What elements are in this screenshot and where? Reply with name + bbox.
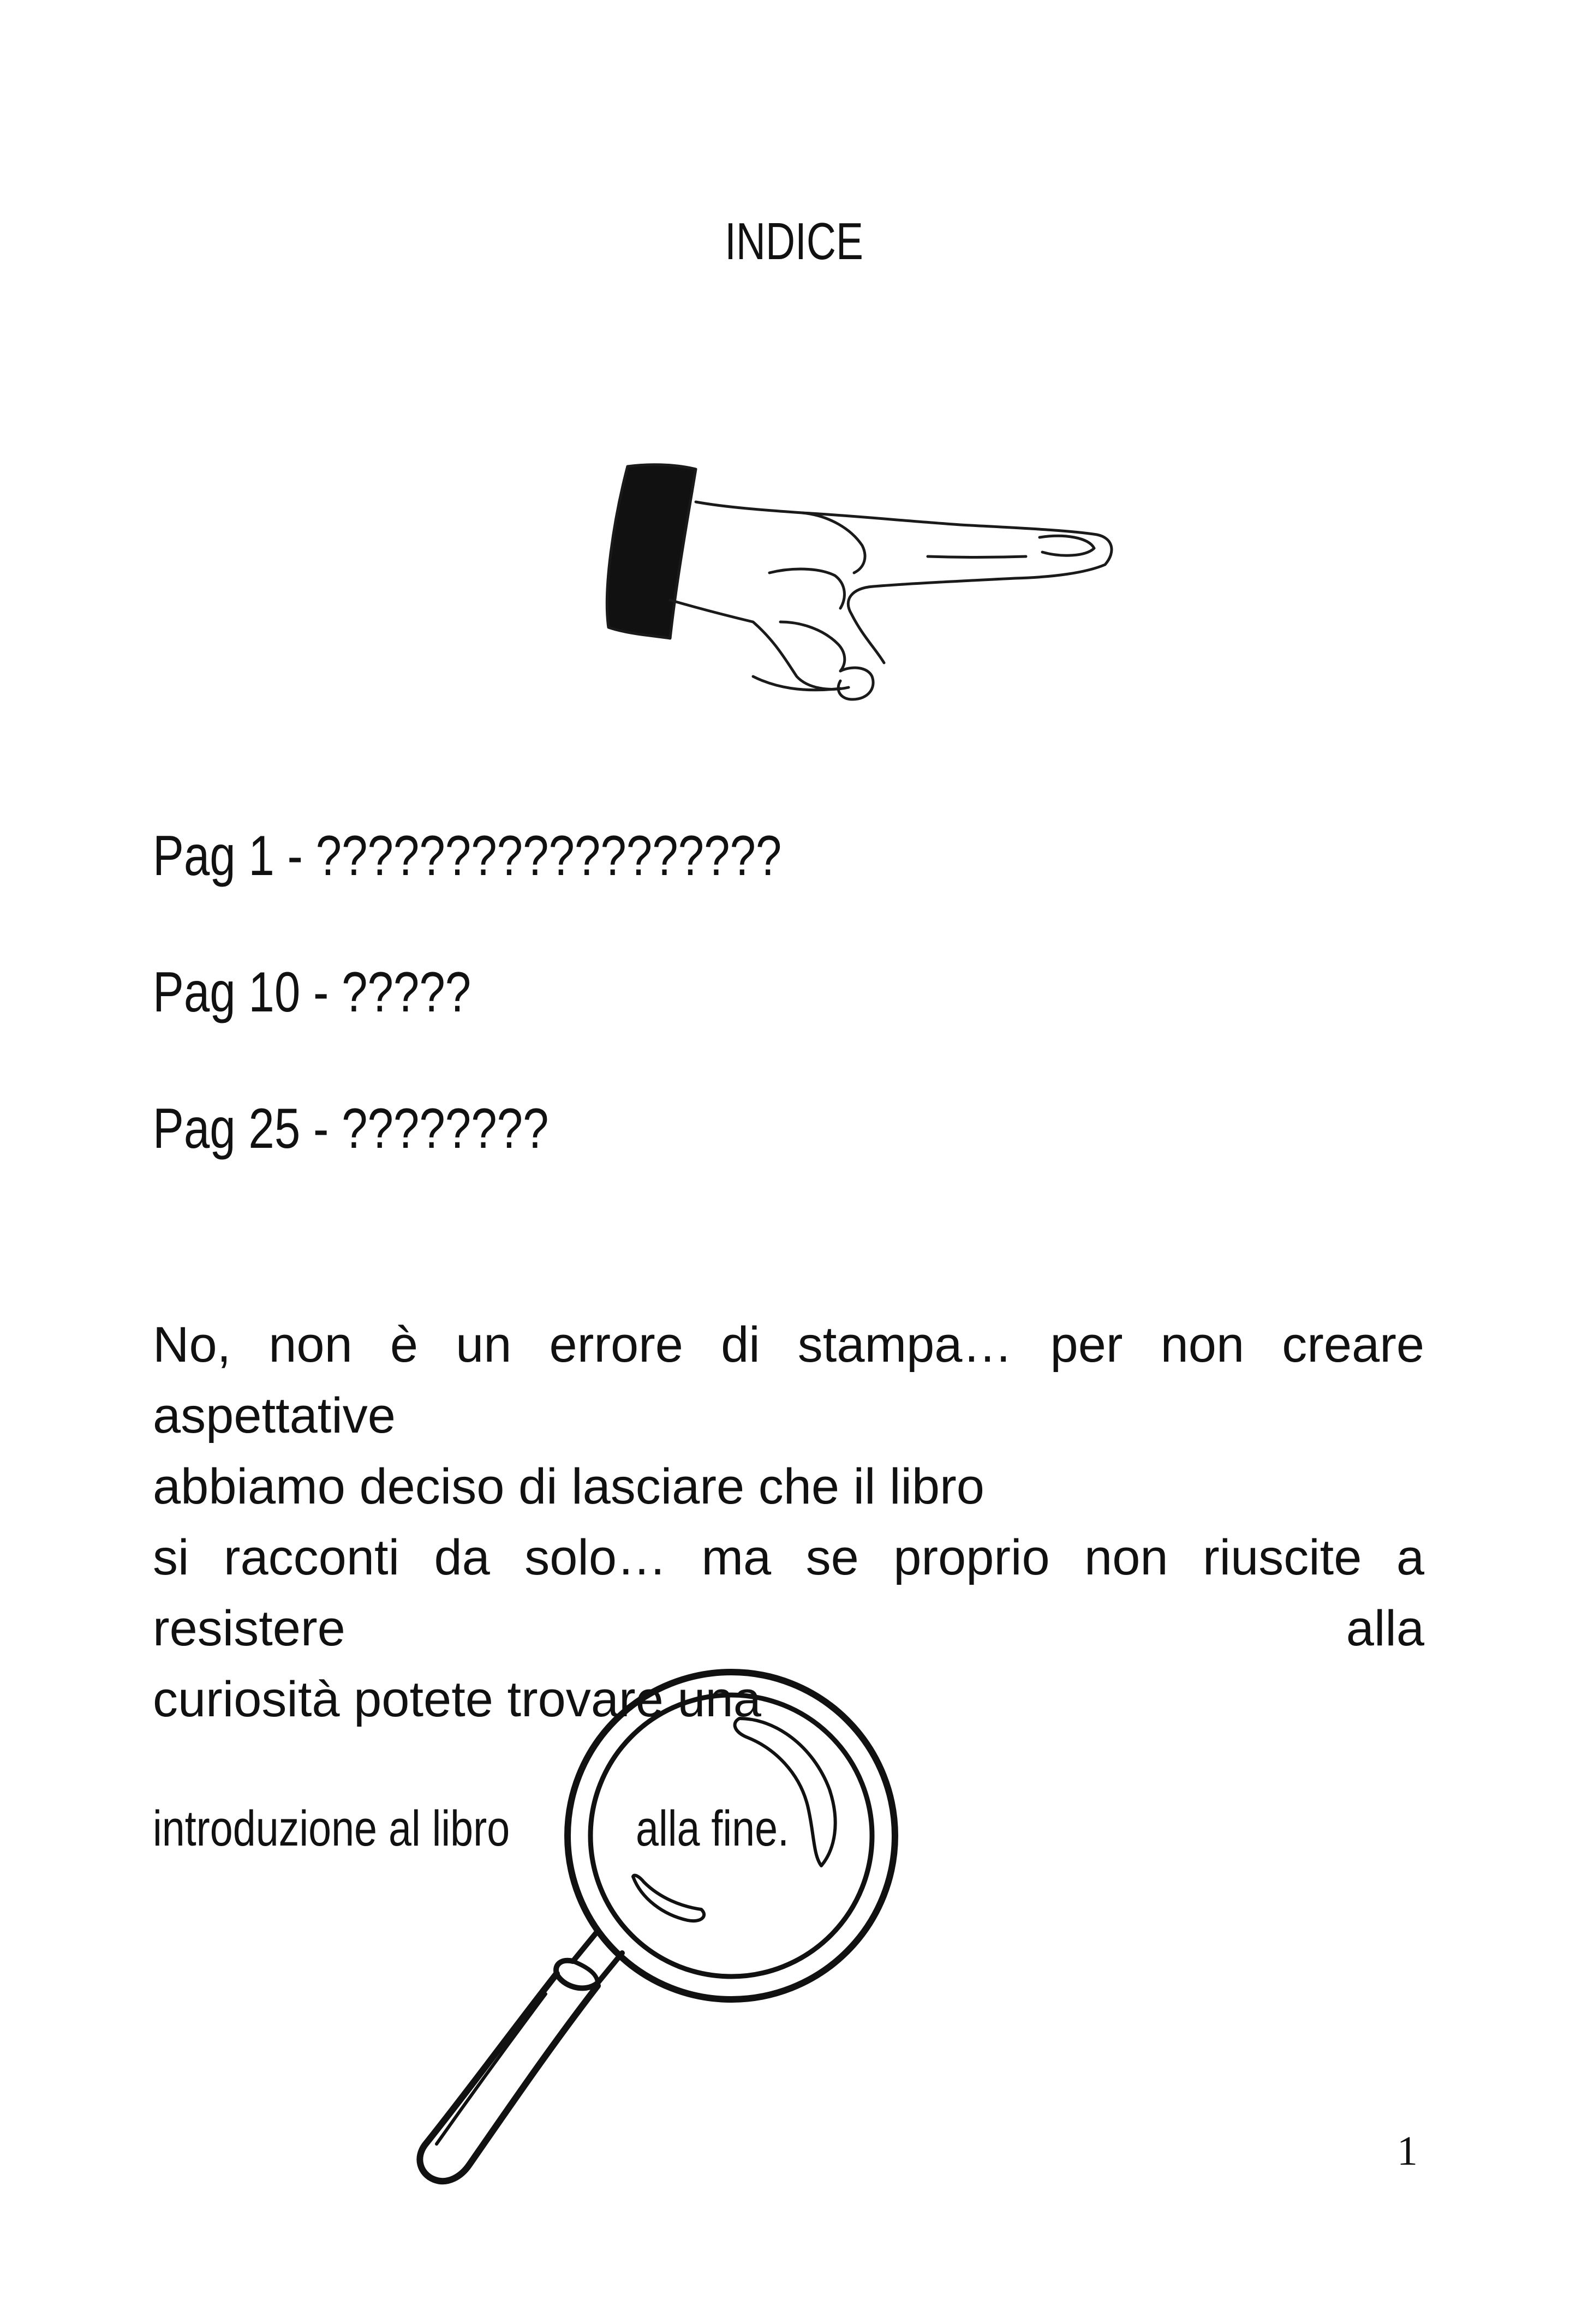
index-entry-3: Pag 25 - ???????? xyxy=(153,1097,549,1160)
index-entry-1: Pag 1 - ?????????????????? xyxy=(153,824,782,888)
paragraph-2-line-1: si racconti da solo… ma se proprio non riuscite a resistere alla xyxy=(153,1530,1424,1656)
page-title: INDICE xyxy=(725,212,863,271)
closing-text-in-lens: alla fine. xyxy=(636,1801,789,1856)
index-entry-2: Pag 10 - ????? xyxy=(153,961,471,1024)
paragraph-1-line-2: abbiamo deciso di lasciare che il libro xyxy=(153,1459,984,1514)
page-number: 1 xyxy=(1397,2128,1418,2174)
paragraph-1-line-1: No, non è un errore di stampa… per non creare aspettative xyxy=(153,1317,1424,1443)
paragraph-2-line-2: curiosità potete trovare una xyxy=(153,1672,761,1727)
closing-text: introduzione al libro xyxy=(153,1801,510,1856)
